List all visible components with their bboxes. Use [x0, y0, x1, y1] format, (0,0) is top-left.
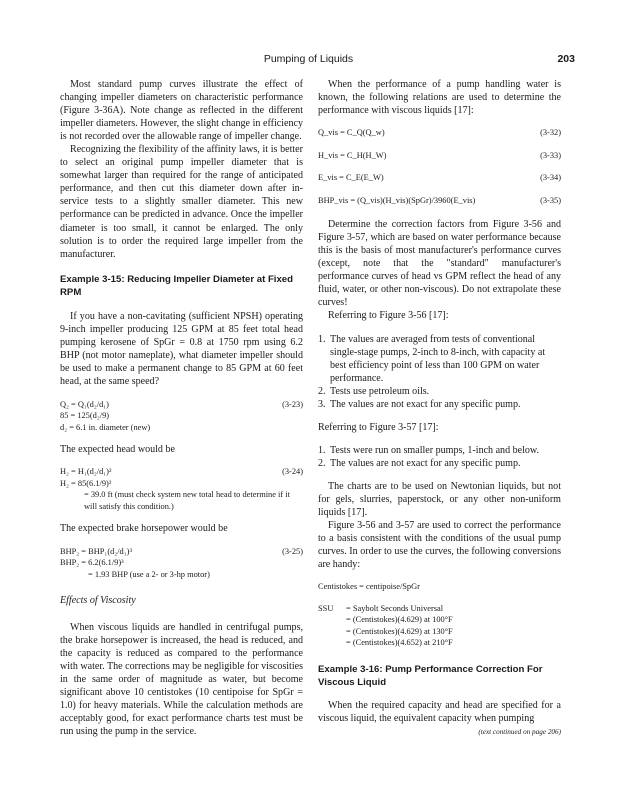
paragraph: Most standard pump curves illustrate the effect of changing impeller diameters on characteristic performance (Figure 3-36A). Note change as reflected in the different impeller diameters. However, the slight change in efficiency is not recorded over the allowable range of impeller change.: [60, 79, 303, 143]
paragraph: If you have a non-cavitating (sufficient NPSH) operating 9-inch impeller producing 125 GPM at 85 feet total head pumping kerosene of SpGr = 0.8 at 1750 rpm using 6.2 BHP (not motor nameplate), what diameter impeller should be used to make a permanent change to 85 GPM at 60 feet head, at the same speed?: [60, 310, 303, 387]
conversion-line: = (Centistokes)(4.652) at 210°F: [346, 638, 453, 648]
equation: BHP₂ = 6.2(6.1/9)³: [60, 558, 124, 568]
equation-number: (3-25): [282, 546, 303, 556]
conversion-line: = (Centistokes)(4.629) at 100°F: [346, 615, 453, 625]
paragraph: Referring to Figure 3-57 [17]:: [318, 421, 439, 433]
paragraph: Recognizing the flexibility of the affinity laws, it is better to select an original pump impeller diameter that is somewhat larger than required for the range of anticipated performance, and then cut this diameter down after in-service tests to a slightly smaller diameter. This new performance can be predicted in advance. Once the impeller diameter is too small, it cannot be enlarged. The only solution is to order the required large impeller from the manufacturer.: [60, 144, 303, 260]
right-column: [318, 78, 561, 739]
equation-number: (3-23): [282, 399, 303, 409]
paragraph: When viscous liquids are handled in centrifugal pumps, the brake horsepower is increased, the head is reduced, and the capacity is reduced as compared to the performance with water. The corrections may be negligible for viscosities in the same order of magnitude as water, but become significant above 10 centistokes (10 centipoise for SpGr = 1.0) for heavy materials. While the calculation methods are acceptably good, for exact performance charts test must be run using the pump in the service.: [60, 622, 303, 738]
paragraph: The charts are to be used on Newtonian liquids, but not for gels, slurries, paperstock, or any other non-uniform liquids [17].: [318, 480, 561, 519]
paragraph: When the performance of a pump handling water is known, the following relations are used to determine the performance with viscous liquids [17]:: [318, 79, 561, 117]
page-header-title: Pumping of Liquids: [263, 53, 354, 65]
paragraph: When the required capacity and head are specified for a viscous liquid, the equivalent capacity when pumping: [318, 699, 561, 724]
equation: Q_vis = C_Q(Q_w): [318, 128, 385, 138]
left-column: [60, 78, 303, 739]
centistokes-conversion: Centistokes = centipoise/SpGr: [318, 582, 420, 592]
equation: Q₂ = Q₁(d₂/d₁): [60, 399, 109, 409]
equation: H₂ = H₁(d₂/d₁)²: [60, 467, 112, 477]
page-number: 203: [557, 53, 575, 65]
equation: BHP₂ = BHP₁(d₂/d₁)³: [60, 546, 132, 556]
effects-of-viscosity-heading: Effects of Viscosity: [60, 595, 136, 607]
viscosity-equations: [318, 127, 561, 206]
equation: d₂ = 6.1 in. diameter (new): [60, 422, 151, 432]
equation-number: (3-33): [540, 150, 561, 160]
equation-3-23-block: [60, 399, 303, 434]
equation: H₂ = 85(6.1/9)²: [60, 478, 112, 488]
equation-number: (3-32): [540, 128, 561, 138]
paragraph: Figure 3-56 and 3-57 are used to correct the performance to a basis consistent with the conditions of the usual pump curves. In order to use the curves, the following conversions are handy:: [318, 520, 561, 571]
ssu-label: SSU: [318, 603, 334, 613]
example-3-16-heading: Example 3-16: Pump Performance Correction For Viscous Liquid: [318, 663, 543, 688]
equation: = 1.93 BHP (use a 2- or 3-hp motor): [88, 569, 210, 579]
paragraph: Referring to Figure 3-56 [17]:: [328, 310, 449, 322]
equation-3-24-block: [60, 466, 303, 512]
list-item: 1. The values are averaged from tests of conventional single-stage pumps, 2-inch to 8-inch, with capacity at best efficiency point of less than 100 GPM on water performance.: [318, 333, 546, 384]
paragraph: The expected head would be: [60, 444, 175, 456]
list-item: 3. The values are not exact for any specific pump.: [318, 398, 521, 410]
paragraph: Determine the correction factors from Figure 3-56 and Figure 3-57, which are based on water performance because this is the basis of most manufacturer's performance curves (except, note that the "standard" manufacturer's performance curves of head vs GPM reflect the head of any fluid, water, or other non-viscous). Do not extrapolate these curves!: [318, 219, 561, 309]
conversion-line: = (Centistokes)(4.629) at 130°F: [346, 626, 453, 636]
equation-number: (3-35): [540, 195, 561, 205]
equation-number: (3-24): [282, 467, 303, 477]
equation: BHP_vis = (Q_vis)(H_vis)(SpGr)/3960(E_vis): [318, 195, 476, 205]
equation: H_vis = C_H(H_W): [318, 150, 387, 160]
equation: E_vis = C_E(E_W): [318, 173, 384, 183]
equation: 85 = 125(d₂/9): [60, 411, 110, 421]
continuation-note: (text continued on page 206): [478, 727, 561, 736]
figure-3-56-notes-list: [318, 333, 561, 411]
paragraph: The expected brake horsepower would be: [60, 523, 228, 535]
equation-number: (3-34): [540, 173, 561, 183]
figure-3-57-notes-list: [318, 444, 561, 470]
conversion-line: = Saybolt Seconds Universal: [346, 603, 444, 613]
list-item: 1. Tests were run on smaller pumps, 1-inch and below.: [318, 444, 540, 456]
example-3-15-heading: Example 3-15: Reducing Impeller Diameter at Fixed RPM: [60, 273, 293, 298]
ssu-conversions: [318, 603, 561, 649]
list-item: 2. The values are not exact for any specific pump.: [318, 457, 521, 469]
equation: = 39.0 ft (must check system new total head to determine if it will satisfy this condition.): [84, 490, 290, 511]
list-item: 2. Tests use petroleum oils.: [318, 385, 430, 397]
equation-3-25-block: [60, 546, 303, 581]
